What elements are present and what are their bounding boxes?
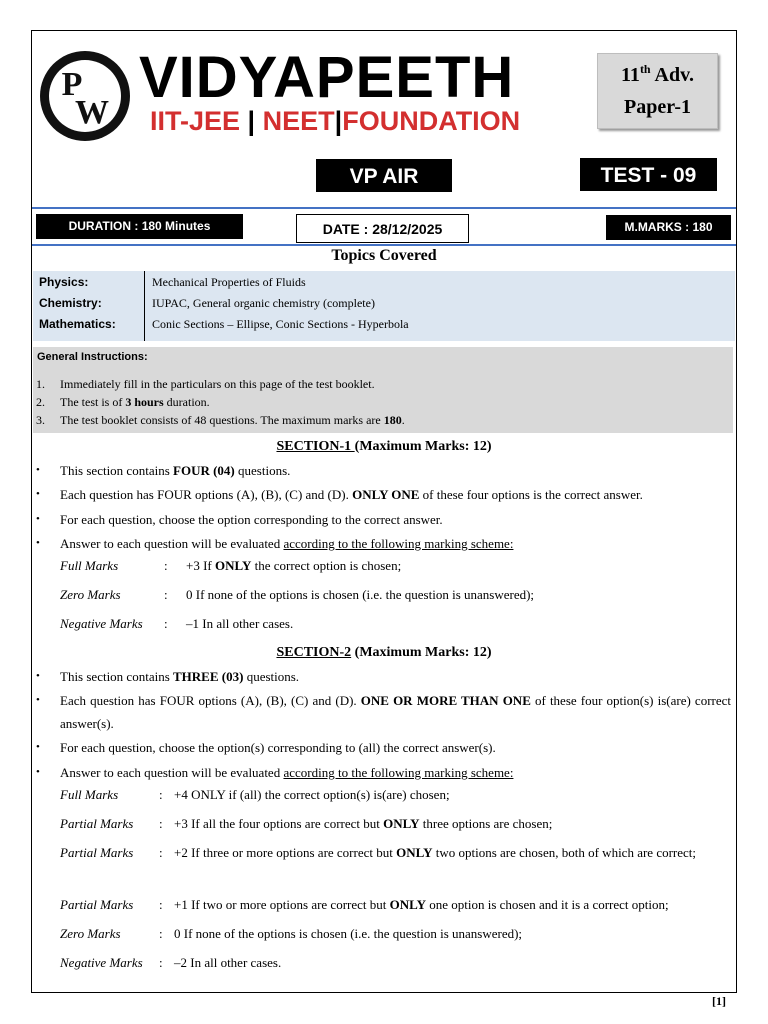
bullet-underlined: according to the following marking scheme: — [283, 536, 514, 551]
mark-label: Negative Marks — [60, 616, 143, 631]
section-1-label: SECTION-1 — [276, 439, 355, 454]
instruction-text: . — [401, 413, 405, 427]
logo-letter-w: W — [75, 94, 109, 131]
max-marks-badge: M.MARKS : 180 — [606, 215, 731, 240]
brand-subtitle — [150, 104, 520, 138]
bullet-icon: • — [36, 670, 40, 682]
bullet-icon: • — [36, 537, 40, 549]
mark-label: Full Marks — [60, 787, 119, 802]
section-2-label: SECTION-2 — [276, 645, 352, 660]
mark-label: Full Marks — [60, 558, 119, 573]
bullet-bold: FOUR (04) — [173, 463, 235, 478]
topic-text: IUPAC, General organic chemistry (complete) — [152, 296, 375, 310]
brand-sub-iitjee: IIT-JEE — [150, 106, 241, 136]
paper-badge — [597, 53, 718, 129]
mark-text: 0 If none of the options is chosen (i.e. the question is unanswered); — [186, 587, 535, 602]
bullet-icon: • — [36, 741, 40, 753]
bullet-text: This section contains — [60, 669, 174, 684]
bullet-icon: • — [36, 513, 40, 525]
instruction-item — [36, 394, 210, 410]
section-2-title — [32, 644, 736, 662]
bullet-bold: ONE OR MORE THAN ONE — [360, 693, 531, 708]
mark-text: +3 If all the four options are correct but — [174, 816, 384, 831]
instruction-bold: 3 hours — [125, 395, 164, 409]
mark-label: Partial Marks — [60, 816, 134, 831]
page-number: [1] — [712, 994, 726, 1008]
bullet-text: For each question, choose the option corresponding to the correct answer. — [60, 512, 443, 527]
mark-text: three options are chosen; — [419, 816, 553, 831]
mark-text: 0 If none of the options is chosen (i.e. the question is unanswered); — [174, 926, 523, 941]
mark-label: Partial Marks — [60, 897, 134, 912]
section-1-title — [32, 438, 736, 456]
bullet-bold: ONLY ONE — [352, 487, 420, 502]
vp-air-badge: VP AIR — [316, 159, 452, 192]
mark-text: two options are chosen, both of which are correct; — [432, 845, 697, 860]
instruction-text: duration. — [163, 395, 210, 409]
mark-bold: ONLY — [383, 816, 420, 831]
paper-class-number: 11 — [621, 64, 640, 86]
brand-sub-neet: NEET — [262, 106, 335, 136]
mark-colon: : — [164, 587, 168, 602]
mark-label: Negative Marks — [60, 955, 143, 970]
brand-sub-separator: | — [334, 106, 343, 136]
paper-class-suffix: th — [639, 62, 651, 76]
mark-text: one option is chosen and it is a correct option; — [426, 897, 669, 912]
mark-text: +2 If three or more options are correct but — [174, 845, 397, 860]
topic-text: Conic Sections – Ellipse, Conic Sections - Hyperbola — [152, 317, 409, 331]
mark-text: the correct option is chosen; — [251, 558, 402, 573]
instruction-text: The test is of — [60, 395, 126, 409]
gi-title-rest: Instructions: — [77, 351, 148, 363]
instruction-bold: 180 — [383, 413, 402, 427]
bullet-icon: • — [36, 694, 40, 706]
bullet-text: Each question has FOUR options (A), (B), (C) and (D). — [60, 487, 353, 502]
topic-text: Mechanical Properties of Fluids — [152, 275, 306, 289]
mark-text: +1 If two or more options are correct but — [174, 897, 390, 912]
brand-sub-foundation: FOUNDATION — [342, 106, 521, 136]
instruction-number: 3. — [36, 413, 45, 427]
topic-subject: Mathematics: — [39, 317, 116, 331]
mark-bold: ONLY — [389, 897, 426, 912]
logo-letter-p: P — [61, 66, 83, 103]
mark-bold: ONLY — [215, 558, 252, 573]
mark-colon: : — [159, 787, 163, 802]
paper-class-level: Adv. — [650, 64, 694, 86]
mark-colon: : — [164, 616, 168, 631]
date-box: DATE : 28/12/2025 — [296, 214, 469, 243]
test-number-badge: TEST - 09 — [580, 158, 717, 191]
bullet-icon: • — [36, 766, 40, 778]
topic-row — [33, 293, 735, 314]
mark-label: Zero Marks — [60, 926, 121, 941]
topic-row — [33, 314, 735, 335]
paper-number: Paper-1 — [623, 96, 691, 118]
instruction-number: 2. — [36, 395, 45, 409]
bullet-text: Answer to each question will be evaluated — [60, 536, 284, 551]
instruction-item — [36, 376, 375, 392]
mark-text: +4 ONLY if (all) the correct option(s) is(are) chosen; — [174, 787, 450, 802]
section-2-marks: (Maximum Marks: 12) — [351, 645, 492, 660]
bullet-text: of these four option(s) is(are) correct answer(s). — [60, 693, 732, 731]
mark-bold: ONLY — [396, 845, 433, 860]
bullet-bold: THREE (03) — [173, 669, 244, 684]
duration-badge: DURATION : 180 Minutes — [36, 214, 243, 239]
topic-subject: Chemistry: — [39, 296, 102, 310]
section-1-marks: (Maximum Marks: 12) — [354, 439, 492, 454]
general-instructions — [33, 347, 733, 433]
bullet-underlined: according to the following marking scheme: — [283, 765, 514, 780]
mark-colon: : — [164, 558, 168, 573]
mark-text: +3 If — [186, 558, 215, 573]
bullet-icon: • — [36, 488, 40, 500]
instruction-text: The test booklet consists of 48 questions. The maximum marks are — [60, 413, 384, 427]
instruction-number: 1. — [36, 377, 45, 391]
instruction-text: Immediately fill in the particulars on this page of the test booklet. — [60, 377, 375, 391]
brand-title: VIDYAPEETH — [139, 45, 515, 110]
bullet-icon: • — [36, 464, 40, 476]
mark-text: –2 In all other cases. — [174, 955, 282, 970]
pw-logo-icon — [39, 50, 131, 142]
mark-colon: : — [159, 816, 163, 831]
mark-text: –1 In all other cases. — [186, 616, 294, 631]
mark-colon: : — [159, 845, 163, 860]
bullet-text: For each question, choose the option(s) corresponding to (all) the correct answer(s). — [60, 740, 496, 755]
topic-row — [33, 272, 735, 293]
topic-subject: Physics: — [39, 275, 89, 289]
bullet-text: Each question has FOUR options (A), (B), (C) and (D). — [60, 693, 361, 708]
mark-colon: : — [159, 897, 163, 912]
gi-title-bold: General — [37, 351, 78, 363]
mark-label: Partial Marks — [60, 845, 134, 860]
topics-table — [33, 271, 735, 341]
mark-colon: : — [159, 955, 163, 970]
general-instructions-title — [37, 349, 148, 365]
mark-colon: : — [159, 926, 163, 941]
topics-title: Topics Covered — [331, 247, 437, 264]
bullet-text: This section contains — [60, 463, 174, 478]
paper-class — [598, 62, 717, 87]
instruction-item — [36, 412, 405, 428]
mark-label: Zero Marks — [60, 587, 121, 602]
bullet-text: questions. — [243, 669, 300, 684]
header-divider — [32, 207, 736, 209]
bullet-text: questions. — [234, 463, 291, 478]
bullet-text: Answer to each question will be evaluated — [60, 765, 284, 780]
bullet-text: of these four options is the correct answer. — [419, 487, 643, 502]
brand-sub-separator: | — [247, 106, 256, 136]
